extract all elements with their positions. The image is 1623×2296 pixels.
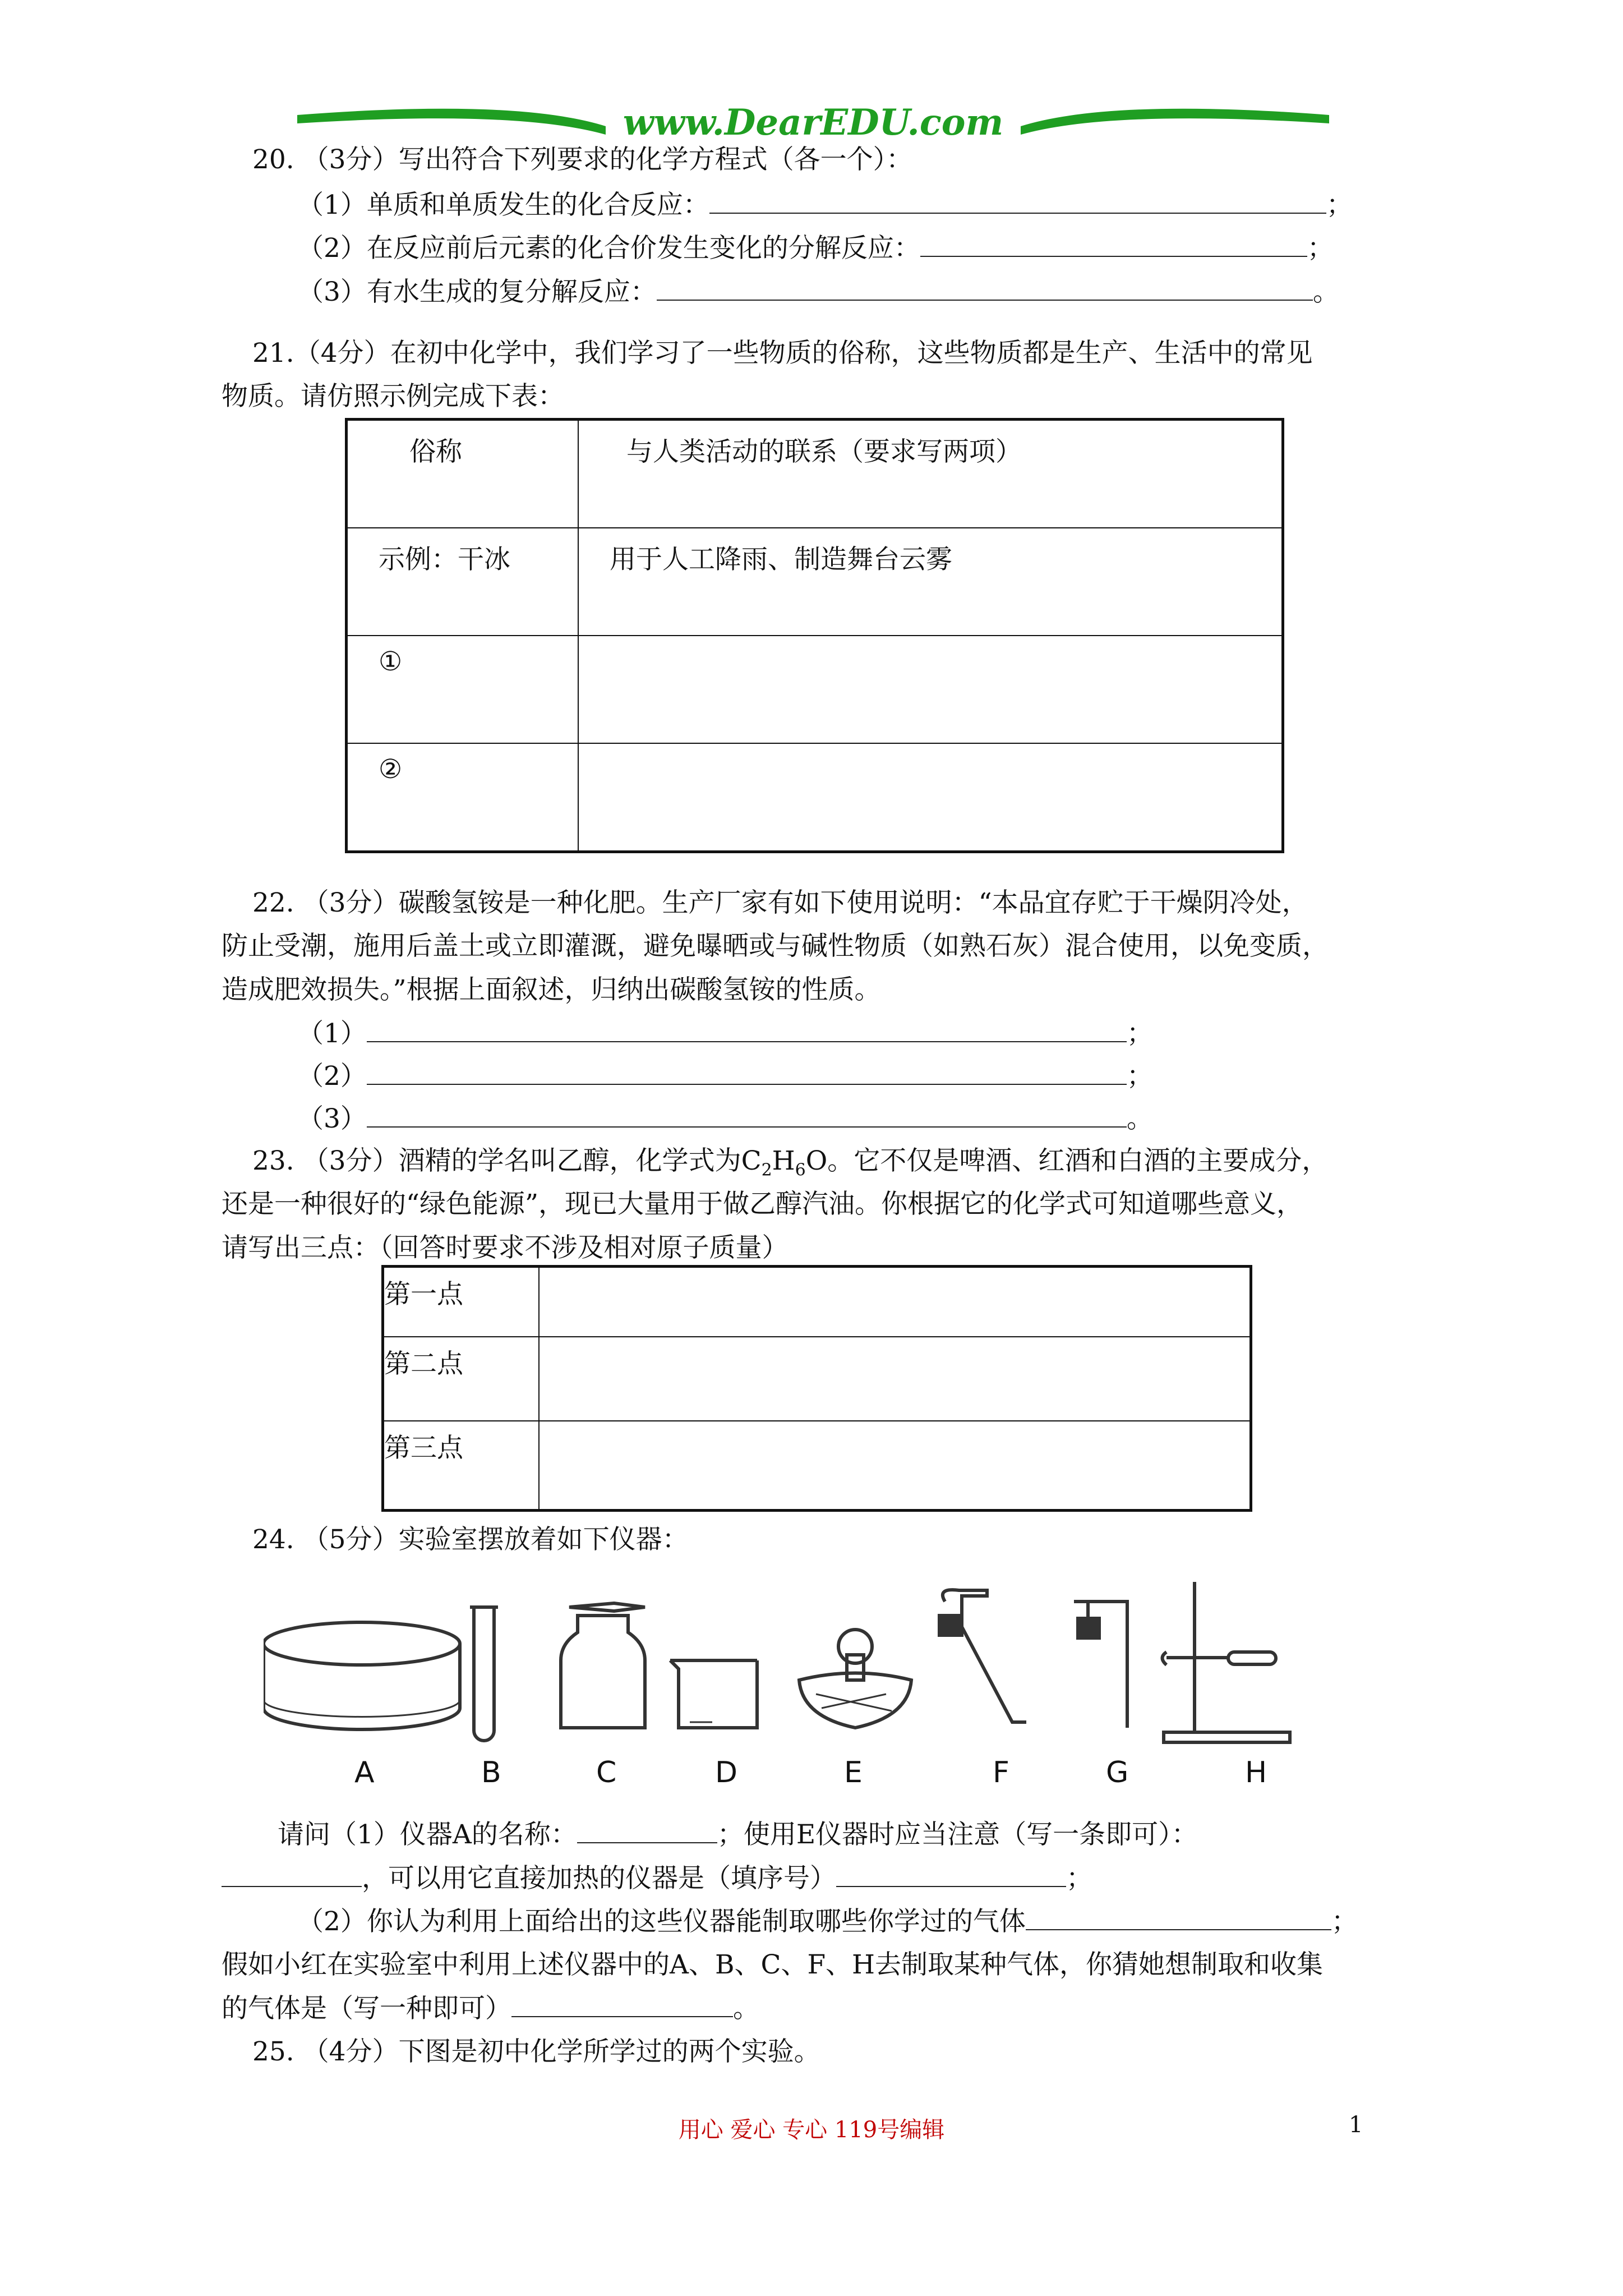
- instrument-label: E: [844, 1756, 863, 1789]
- answer-blank[interactable]: [367, 1102, 1127, 1128]
- answer-blank[interactable]: [367, 1016, 1127, 1042]
- instrument-label: H: [1245, 1756, 1267, 1789]
- q23-line-3: 请写出三点：（回答时要求不涉及相对原子质量）: [222, 1232, 789, 1263]
- table-row: 第三点: [383, 1421, 1251, 1511]
- q24-part2-line-2: 假如小红在实验室中利用上述仪器中的A、B、C、F、H去制取某种气体，你猜她想制取和收集: [222, 1949, 1324, 1980]
- answer-cell[interactable]: [539, 1337, 1251, 1421]
- answer-blank[interactable]: [511, 1991, 733, 2017]
- answer-cell[interactable]: [539, 1267, 1251, 1337]
- logo-text: www.DearEDU.com: [623, 102, 1004, 144]
- footer-text: 用心 爱心 专心 119号编辑: [678, 2117, 945, 2143]
- alcohol-lamp-icon: [799, 1630, 911, 1728]
- delivery-tube-g-icon: [1074, 1602, 1127, 1728]
- answer-blank[interactable]: [920, 231, 1307, 257]
- table-row: ①: [347, 636, 1283, 743]
- answer-blank[interactable]: [577, 1818, 717, 1843]
- q22-item-2: （2） ；: [297, 1059, 1153, 1093]
- q21-line-1: 21.（4分）在初中化学中，我们学习了一些物质的俗称，这些物质都是生产、生活中的常见: [252, 338, 1313, 369]
- answer-blank[interactable]: [709, 188, 1326, 214]
- q23-line-1: 23. （3分）酒精的学名叫乙醇，化学式为$C_2H_6O$。它不仅是啤酒、红酒和白酒的主要成分，: [252, 1145, 1329, 1180]
- instrument-label: A: [354, 1756, 375, 1789]
- instrument-label: D: [715, 1756, 738, 1789]
- instrument-label: B: [481, 1756, 501, 1789]
- instrument-label: G: [1106, 1756, 1129, 1789]
- header-logo: [292, 95, 1335, 146]
- table-header-cell: 俗称: [409, 436, 462, 467]
- answer-blank[interactable]: [836, 1861, 1066, 1887]
- instrument-label: F: [993, 1756, 1009, 1789]
- q24-part1-line-1: 请问（1）仪器A的名称： ；使用E仪器时应当注意（写一条即可）：: [278, 1818, 1198, 1852]
- q23-table: [381, 1265, 1252, 1512]
- q20-title: 20. （3分）写出符合下列要求的化学方程式（各一个）：: [252, 144, 913, 175]
- q23-line-2: 还是一种很好的“绿色能源”，现已大量用于做乙醇汽油。你根据它的化学式可知道哪些意义，: [222, 1189, 1303, 1220]
- delivery-tube-f-icon: [939, 1590, 1026, 1722]
- instrument-label: C: [596, 1756, 617, 1789]
- table-row: 示例：干冰 用于人工降雨、制造舞台云雾: [347, 528, 1283, 636]
- answer-cell[interactable]: [578, 636, 1283, 743]
- answer-blank[interactable]: [657, 275, 1313, 301]
- answer-blank[interactable]: [222, 1861, 362, 1887]
- q22-item-1: （1） ；: [297, 1016, 1153, 1051]
- q24-part2-line-1: （2）你认为利用上面给出的这些仪器能制取哪些你学过的气体 ；: [297, 1904, 1358, 1939]
- q24-title: 24. （5分）实验室摆放着如下仪器：: [252, 1524, 689, 1555]
- answer-blank[interactable]: [367, 1059, 1127, 1085]
- test-tube-icon: [470, 1607, 498, 1741]
- page-number: 1: [1349, 2112, 1363, 2138]
- iron-stand-icon: [1163, 1582, 1290, 1742]
- q21-line-2: 物质。请仿照示例完成下表：: [222, 381, 564, 412]
- q20-item-1: （1）单质和单质发生的化合反应： ；: [297, 188, 1353, 222]
- answer-cell[interactable]: [539, 1421, 1251, 1511]
- answer-cell[interactable]: [578, 743, 1283, 852]
- answer-blank[interactable]: [1026, 1904, 1331, 1930]
- q22-line-2: 防止受潮，施用后盖土或立即灌溉，避免曝晒或与碱性物质（如熟石灰）混合使用，以免变质，: [222, 931, 1329, 961]
- table-row: 第一点: [383, 1267, 1251, 1337]
- lab-instruments-figure: [264, 1582, 1374, 1761]
- q25-title: 25. （4分）下图是初中化学所学过的两个实验。: [252, 2036, 820, 2067]
- q24-part2-line-3: 的气体是（写一种即可） 。: [222, 1991, 759, 2026]
- q22-line-1: 22. （3分）碳酸氢铵是一种化肥。生产厂家有如下使用说明：“本品宜存贮于干燥阴冷处，: [252, 887, 1308, 918]
- table-row: 第二点: [383, 1337, 1251, 1421]
- q21-table: [345, 418, 1284, 853]
- table-row: ②: [347, 743, 1283, 852]
- q24-part1-line-2: ，可以用它直接加热的仪器是（填序号） ；: [222, 1861, 1092, 1895]
- gas-bottle-icon: [561, 1603, 645, 1728]
- q22-line-3: 造成肥效损失。”根据上面叙述，归纳出碳酸氢铵的性质。: [222, 974, 881, 1005]
- q22-item-3: （3） 。: [297, 1102, 1153, 1136]
- trough-icon: [264, 1622, 460, 1729]
- table-header-cell: 与人类活动的联系（要求写两项）: [626, 436, 1022, 467]
- q20-item-3: （3）有水生成的复分解反应： 。: [297, 275, 1339, 309]
- q20-item-2: （2）在反应前后元素的化合价发生变化的分解反应： ；: [297, 231, 1334, 265]
- beaker-icon: [670, 1660, 757, 1728]
